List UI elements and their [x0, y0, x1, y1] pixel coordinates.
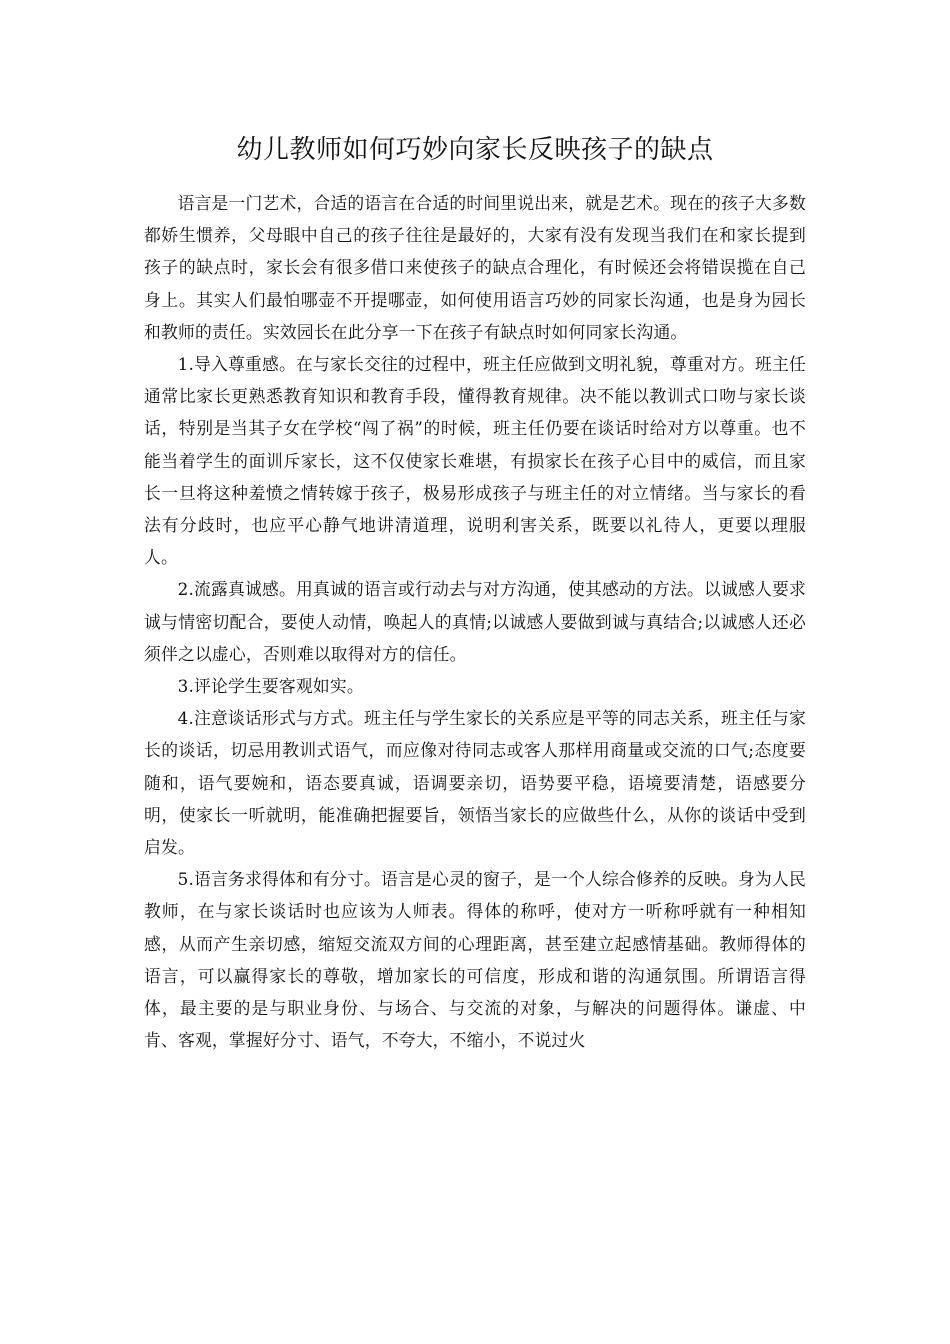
- paragraph-intro: 语言是一门艺术，合适的语言在合适的时间里说出来，就是艺术。现在的孩子大多数都娇生惯养，父母眼中自己的孩子往往是最好的，大家有没有发现当我们在和家长提到孩子的缺点时，家长会有很多借口来使孩子的缺点合理化，有时候还会将错误揽在自己身上。其实人们最怕哪壶不开提哪壶，如何使用语言巧妙的同家长沟通，也是身为园长和教师的责任。实效园长在此分享一下在孩子有缺点时如何同家长沟通。: [144, 193, 806, 342]
- paragraph-sincerity: 2.流露真诚感。用真诚的语言或行动去与对方沟通，使其感动的方法。以诚感人要求诚与情密切配合，要使人动情，唤起人的真情;以诚感人要做到诚与真结合;以诚感人还必须伴之以虚心，否则难以取得对方的信任。: [144, 579, 806, 664]
- paragraph-respect: 1.导入尊重感。在与家长交往的过程中，班主任应做到文明礼貌，尊重对方。班主任通常比家长更熟悉教育知识和教育手段，懂得教育规律。决不能以教训式口吻与家长谈话，特别是当其子女在学校“闯了祸”的时候，班主任仍要在谈话时给对方以尊重。也不能当着学生的面训斥家长，这不仅使家长难堪，有损家长在孩子心目中的威信，而且家长一旦将这种羞愤之情转嫁于孩子，极易形成孩子与班主任的对立情绪。当与家长的看法有分歧时，也应平心静气地讲清道理，说明利害关系，既要以礼待人，更要以理服人。: [144, 354, 806, 568]
- paragraph-appropriate-language: 5.语言务求得体和有分寸。语言是心灵的窗子，是一个人综合修养的反映。身为人民教师，在与家长谈话时也应该为人师表。得体的称呼，使对方一听称呼就有一种相知感，从而产生亲切感，缩短交流双方间的心理距离，甚至建立起感情基础。教师得体的语言，可以赢得家长的尊敬，增加家长的可信度，形成和谐的沟通氛围。所谓语言得体，最主要的是与职业身份、与场合、与交流的对象，与解决的问题得体。谦虚、中肯、客观，掌握好分寸、语气，不夸大，不缩小，不说过火: [144, 869, 806, 1051]
- paragraph-conversation-style: 4.注意谈话形式与方式。班主任与学生家长的关系应是平等的同志关系，班主任与家长的谈话，切忌用教训式语气，而应像对待同志或客人那样用商量或交流的口气;态度要随和，语气要婉和，语态要真诚，语调要亲切，语势要平稳，语境要清楚，语感要分明，使家长一听就明，能准确把握要旨，领悟当家长的应做些什么，从你的谈话中受到启发。: [144, 708, 806, 858]
- document-title: 幼儿教师如何巧妙向家长反映孩子的缺点: [236, 135, 714, 165]
- paragraph-objective: 3.评论学生要客观如实。: [177, 676, 364, 697]
- document-body: [144, 187, 806, 1056]
